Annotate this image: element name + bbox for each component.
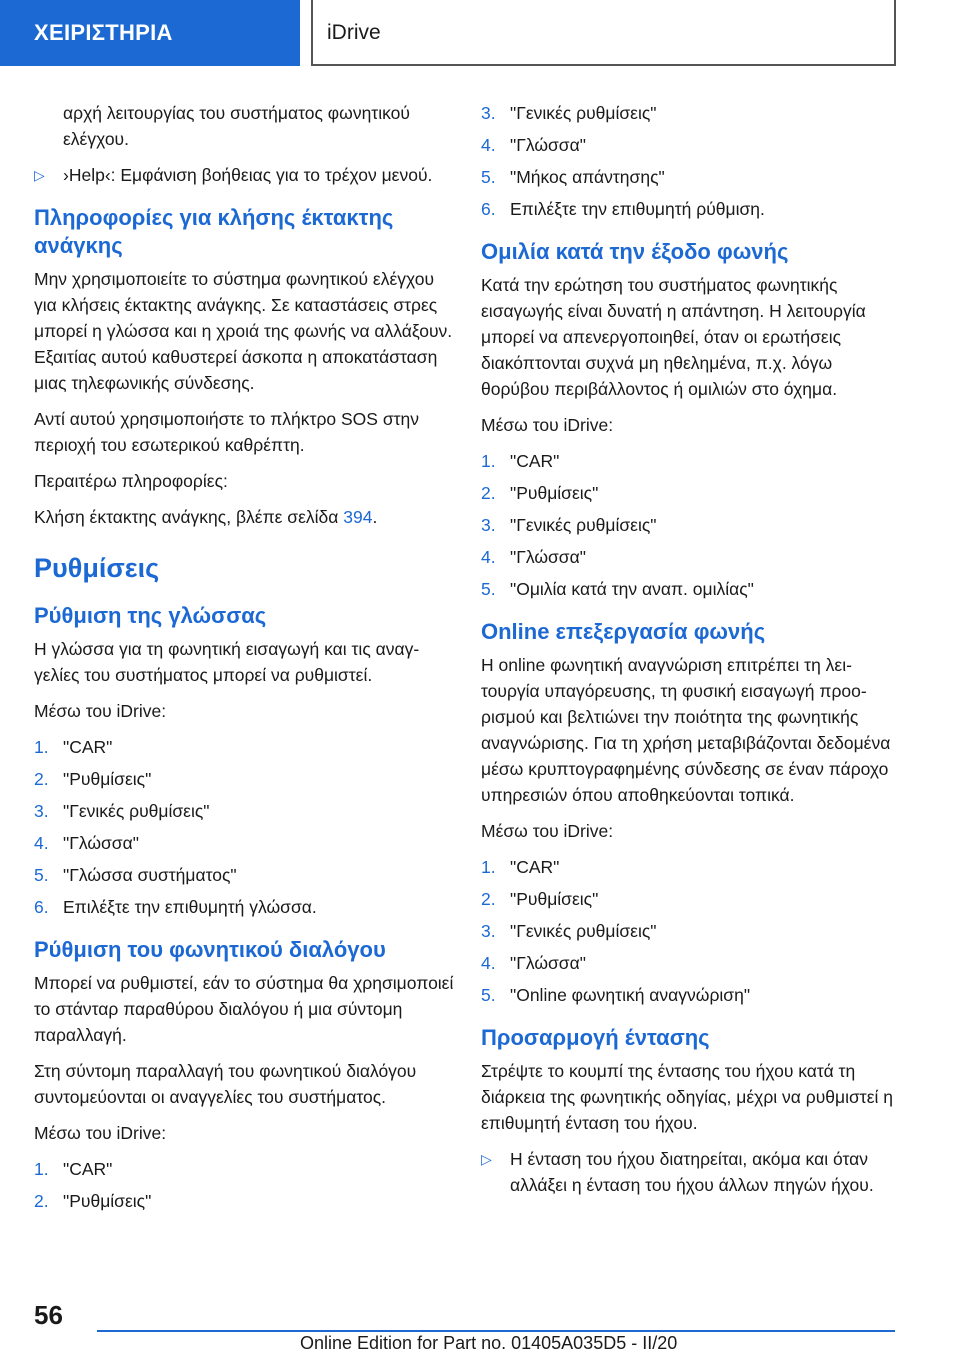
voice-output-heading: Ομιλία κατά την έξοδο φωνής <box>481 239 789 264</box>
language-via: Μέσω του iDrive: <box>34 701 167 721</box>
dialog-heading: Ρύθμιση του φωνητικού διαλόγου <box>34 937 386 962</box>
step-item <box>481 448 901 474</box>
step-text: "Γλώσσα" <box>63 833 139 853</box>
step-text: "Γλώσσα" <box>510 953 586 973</box>
step-text: "Ρυθμίσεις" <box>63 1191 152 1211</box>
language-paragraph: Η γλώσσα για τη φωνητική εισαγωγή και τις αναγγελίες του συστήματος μπορεί να ρυθμιστεί. <box>34 639 420 685</box>
step-item <box>481 164 901 190</box>
step-text: "CAR" <box>510 857 560 877</box>
emergency-paragraph-2: Αντί αυτού χρησιμοποιήστε το πλήκτρο SOS στην περιοχή του εσωτερικού καθρέπτη. <box>34 409 420 455</box>
step-item <box>481 132 901 158</box>
step-text: "Γενικές ρυθμίσεις" <box>63 801 210 821</box>
step-text: "CAR" <box>510 451 560 471</box>
emergency-paragraph-4: Κλήση έκτακτης ανάγκης, βλέπε σελίδα 394. <box>34 507 378 527</box>
step-number: 4. <box>481 547 496 567</box>
step-number: 1. <box>481 857 496 877</box>
step-item <box>34 894 454 920</box>
step-number: 2. <box>34 769 49 789</box>
step-item <box>481 480 901 506</box>
step-text: "CAR" <box>63 1159 113 1179</box>
step-item <box>34 766 454 792</box>
settings-heading: Ρυθμίσεις <box>34 553 160 583</box>
step-text: "Ρυθμίσεις" <box>63 769 152 789</box>
step-number: 5. <box>34 865 49 885</box>
step-number: 6. <box>34 897 49 917</box>
step-item <box>481 512 901 538</box>
online-paragraph: Η online φωνητική αναγνώριση επιτρέπει τη λειτουργία υπαγόρευσης, τη φυσική εισαγωγή προορισμού και βελτιώνει την ποιότητα της φωνητικής αναγνώρισης. Για τη χρήση μεταβιβάζονται δεδομένα μέσω κρυπτογραφημένης σύνδεσης σε έναν πάροχο υπηρεσιών όπου αποθηκεύονται τοπικά. <box>481 655 891 805</box>
step-number: 4. <box>481 953 496 973</box>
online-heading: Online επεξεργασία φωνής <box>481 619 766 644</box>
step-item <box>481 576 901 602</box>
step-number: 5. <box>481 167 496 187</box>
chapter-title: iDrive <box>311 0 896 66</box>
page-link-394[interactable]: 394 <box>343 507 373 527</box>
step-text: "Γλώσσα" <box>510 547 586 567</box>
dialog-steps <box>34 1156 454 1214</box>
step-text: "CAR" <box>63 737 113 757</box>
volume-bullet-text: Η ένταση του ήχου διατηρείται, ακόμα και όταν αλλάξει η ένταση του ήχου άλλων πηγών ήχου. <box>510 1149 874 1195</box>
triangle-bullet-icon: ▷ <box>481 1151 492 1167</box>
triangle-bullet-icon: ▷ <box>34 167 45 183</box>
step-text: "Ομιλία κατά την αναπ. ομιλίας" <box>510 579 754 599</box>
step-text: "Γλώσσα συστήματος" <box>63 865 237 885</box>
volume-paragraph: Στρέψτε το κουμπί της έντασης του ήχου κατά τη διάρκεια της φωνητικής οδηγίας, μέχρι να ρυθμιστεί η επιθυμητή ένταση του ήχου. <box>481 1061 893 1133</box>
left-column <box>34 100 454 1222</box>
emergency-heading: Πληροφορίες για κλήσης έκτακτης ανάγκης <box>34 205 394 258</box>
page-number: 56 <box>34 1300 63 1330</box>
step-item <box>34 734 454 760</box>
step-number: 1. <box>481 451 496 471</box>
step-item <box>481 950 901 976</box>
dialog-paragraph-1: Μπορεί να ρυθμιστεί, εάν το σύστημα θα χρησιμοποιεί το στάνταρ παραθύρου διαλόγου ή μια σύντομη παραλλαγή. <box>34 973 454 1045</box>
step-number: 4. <box>34 833 49 853</box>
step-item <box>481 918 901 944</box>
dialog-via: Μέσω του iDrive: <box>34 1123 167 1143</box>
step-item <box>481 100 901 126</box>
step-text: "Γλώσσα" <box>510 135 586 155</box>
help-bullet <box>34 162 454 188</box>
step-item <box>34 798 454 824</box>
step-number: 1. <box>34 1159 49 1179</box>
step-number: 3. <box>481 921 496 941</box>
step-number: 2. <box>34 1191 49 1211</box>
language-heading: Ρύθμιση της γλώσσας <box>34 603 267 628</box>
volume-heading: Προσαρμογή έντασης <box>481 1025 710 1050</box>
voice-output-steps <box>481 448 901 602</box>
step-number: 5. <box>481 579 496 599</box>
step-item <box>481 886 901 912</box>
voice-output-paragraph: Κατά την ερώτηση του συστήματος φωνητικής εισαγωγής είναι δυνατή η απάντηση. Η λειτουργία μπορεί να απενεργοποιηθεί, όταν οι ερωτήσεις διακόπτονται συχνά μη ηθελημένα, π.χ. λόγω θορύβου περιβάλλοντος ή ομιλιών στο όχημα. <box>481 275 866 399</box>
step-text: "Γενικές ρυθμίσεις" <box>510 921 657 941</box>
online-via: Μέσω του iDrive: <box>481 821 614 841</box>
step-text: "Γενικές ρυθμίσεις" <box>510 515 657 535</box>
emergency-paragraph-1: Μην χρησιμοποιείτε το σύστημα φωνητικού ελέγχου για κλήσεις έκτακτης ανάγκης. Σε καταστάσεις στρες μπορεί η γλώσσα και η χροιά της φωνής να αλλάξουν. Εξαιτίας αυτού καθυστερεί άσκοπα η αποκατάσταση μιας τηλεφωνικής σύνδεσης. <box>34 269 453 393</box>
help-bullet-text: ›Help‹: Εμφάνιση βοήθειας για το τρέχον μενού. <box>63 165 433 185</box>
step-text: "Μήκος απάντησης" <box>510 167 665 187</box>
step-text: "Ρυθμίσεις" <box>510 889 599 909</box>
step-text: "Online φωνητική αναγνώριση" <box>510 985 751 1005</box>
step-number: 3. <box>481 515 496 535</box>
step-item <box>34 1188 454 1214</box>
step-text: Επιλέξτε την επιθυμητή γλώσσα. <box>63 897 317 917</box>
section-title: ΧΕΙΡΙΣΤΗΡΙΑ <box>0 0 300 66</box>
step-item <box>481 544 901 570</box>
voice-output-via: Μέσω του iDrive: <box>481 415 614 435</box>
step-item <box>34 862 454 888</box>
step-number: 2. <box>481 483 496 503</box>
right-column <box>481 100 901 1208</box>
step-number: 6. <box>481 199 496 219</box>
step-text: "Γενικές ρυθμίσεις" <box>510 103 657 123</box>
volume-bullet <box>481 1146 901 1198</box>
step-item <box>34 830 454 856</box>
footer-divider <box>97 1330 895 1332</box>
step-item <box>481 982 901 1008</box>
online-steps <box>481 854 901 1008</box>
step-text: Επιλέξτε την επιθυμητή ρύθμιση. <box>510 199 765 219</box>
language-steps <box>34 734 454 920</box>
continued-text: αρχή λειτουργίας του συστήματος φωνητικού ελέγχου. <box>63 103 410 149</box>
step-item <box>481 854 901 880</box>
step-number: 3. <box>34 801 49 821</box>
step-text: "Ρυθμίσεις" <box>510 483 599 503</box>
page-header <box>0 0 960 66</box>
step-number: 2. <box>481 889 496 909</box>
dialog-steps-continued <box>481 100 901 222</box>
step-item <box>34 1156 454 1182</box>
dialog-paragraph-2: Στη σύντομη παραλλαγή του φωνητικού διαλόγου συντομεύονται οι αναγγελίες του συστήματος. <box>34 1061 417 1107</box>
step-item <box>481 196 901 222</box>
step-number: 1. <box>34 737 49 757</box>
step-number: 5. <box>481 985 496 1005</box>
step-number: 4. <box>481 135 496 155</box>
step-number: 3. <box>481 103 496 123</box>
footer-edition: Online Edition for Part no. 01405A035D5 - II/20 <box>300 1333 678 1353</box>
emergency-paragraph-3: Περαιτέρω πληροφορίες: <box>34 471 228 491</box>
